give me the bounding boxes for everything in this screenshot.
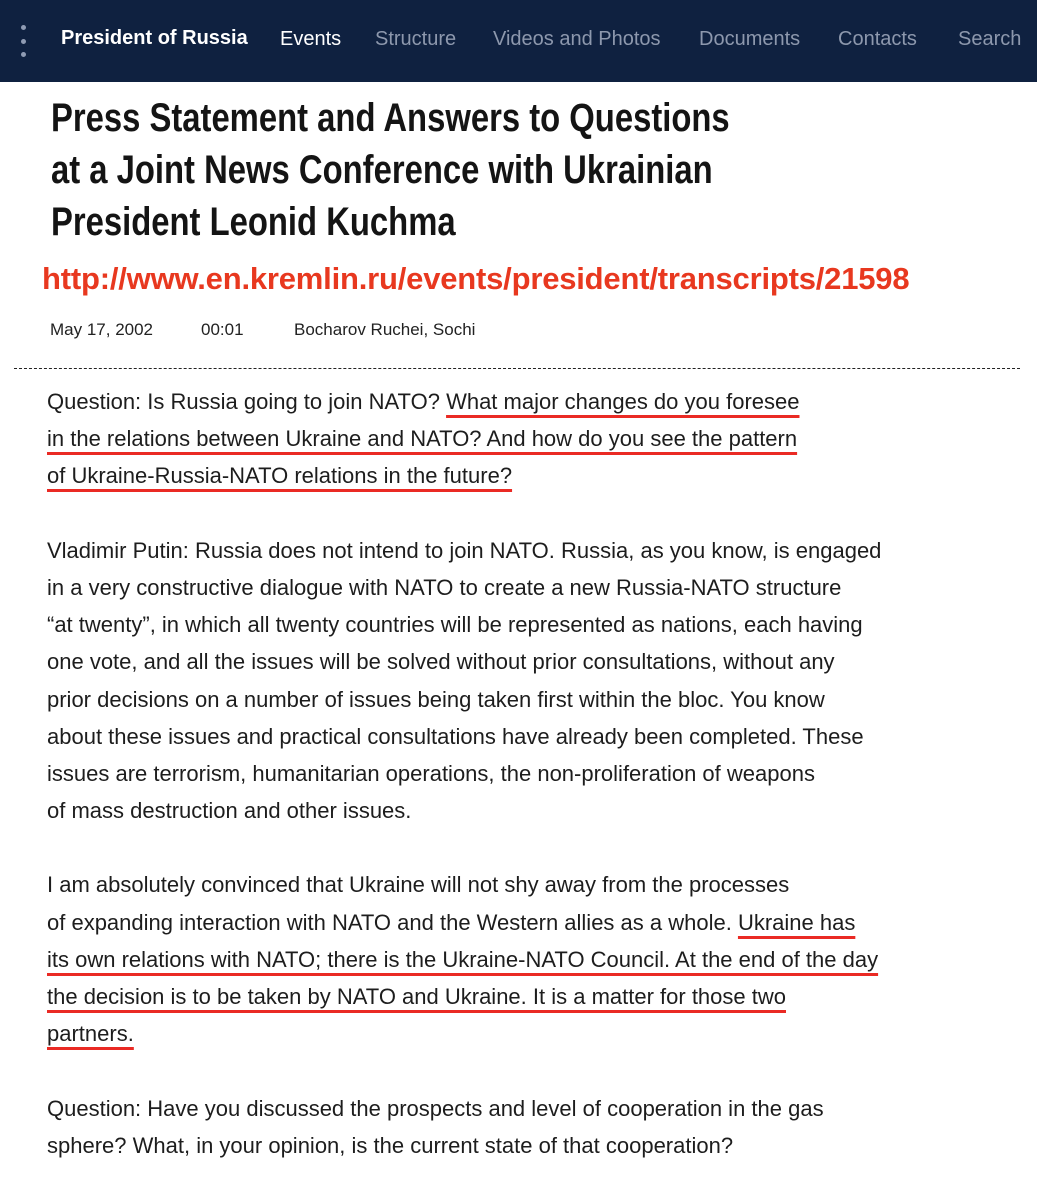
transcript-line: one vote, and all the issues will be solved without prior consultations, without any	[47, 649, 835, 675]
nav-item-videos-and-photos[interactable]: Videos and Photos	[493, 28, 661, 50]
article-date: May 17, 2002	[50, 320, 154, 339]
transcript-line	[47, 978, 967, 1015]
transcript-line: about these issues and practical consultations have already been completed. These	[47, 723, 864, 749]
transcript-line	[47, 420, 967, 457]
transcript-line: in a very constructive dialogue with NATO to create a new Russia-NATO structure	[47, 574, 842, 600]
menu-dot	[21, 39, 26, 44]
highlighted-text: What major changes do you foresee	[446, 389, 800, 414]
answer-text: of expanding interaction with NATO and the Western allies as a whole.	[47, 909, 738, 935]
transcript-line: of mass destruction and other issues.	[47, 798, 412, 824]
source-url-link[interactable]: http://www.en.kremlin.ru/events/president/transcripts/21598	[42, 261, 910, 296]
nav-item-events[interactable]: Events	[280, 28, 342, 50]
highlighted-text: partners.	[47, 1021, 134, 1047]
section-divider	[14, 368, 1020, 369]
paragraph-gap	[47, 829, 967, 866]
transcript-line: Question: Have you discussed the prospects and level of cooperation in the gas	[47, 1095, 824, 1121]
nav-item-structure[interactable]: Structure	[375, 28, 457, 50]
transcript-line	[47, 941, 967, 978]
menu-dot	[21, 52, 26, 57]
paragraph-gap	[47, 1052, 967, 1089]
nav-item-contacts[interactable]: Contacts	[838, 28, 917, 50]
transcript-line	[47, 1015, 967, 1052]
top-navbar	[0, 0, 1037, 82]
article-title-line: Press Statement and Answers to Questions	[51, 96, 730, 140]
transcript-line: “at twenty”, in which all twenty countries will be represented as nations, each having	[47, 612, 863, 638]
article-title-line: President Leonid Kuchma	[51, 200, 456, 244]
highlighted-text: Ukraine has	[737, 909, 856, 935]
highlighted-text: in the relations between Ukraine and NATO? And how do you see the pattern	[47, 426, 798, 452]
transcript-line	[47, 866, 967, 903]
nav-item-documents[interactable]: Documents	[699, 28, 801, 50]
article-time: 00:01	[201, 320, 244, 339]
site-brand-link[interactable]: President of Russia	[61, 27, 248, 49]
transcript-line: sphere? What, in your opinion, is the current state of that cooperation?	[47, 1132, 734, 1158]
highlighted-text: the decision is to be taken by NATO and Ukraine. It is a matter for those two	[47, 984, 786, 1009]
transcript-line: Vladimir Putin: Russia does not intend to join NATO. Russia, as you know, is engaged	[47, 537, 882, 563]
highlighted-text: of Ukraine-Russia-NATO relations in the future?	[47, 463, 513, 489]
transcript-line: prior decisions on a number of issues being taken first within the bloc. You know	[47, 686, 825, 712]
transcript-line	[47, 383, 967, 420]
article-title	[51, 92, 730, 248]
more-menu-icon[interactable]	[18, 25, 28, 57]
transcript-line	[47, 457, 967, 494]
answer-text: I am absolutely convinced that Ukraine will not shy away from the processes	[47, 872, 790, 898]
article-title-line: at a Joint News Conference with Ukrainian	[51, 148, 713, 192]
transcript-line: issues are terrorism, humanitarian operations, the non-proliferation of weapons	[47, 760, 815, 786]
menu-dot	[21, 25, 26, 30]
paragraph-gap	[47, 495, 967, 532]
transcript-line	[47, 904, 967, 941]
highlighted-text: its own relations with NATO; there is the Ukraine-NATO Council. At the end of the day	[47, 946, 879, 972]
nav-item-search[interactable]: Search	[958, 28, 1022, 50]
article-location: Bocharov Ruchei, Sochi	[294, 320, 476, 339]
transcript-body	[47, 383, 967, 1164]
question-text: Question: Is Russia going to join NATO?	[47, 389, 447, 414]
